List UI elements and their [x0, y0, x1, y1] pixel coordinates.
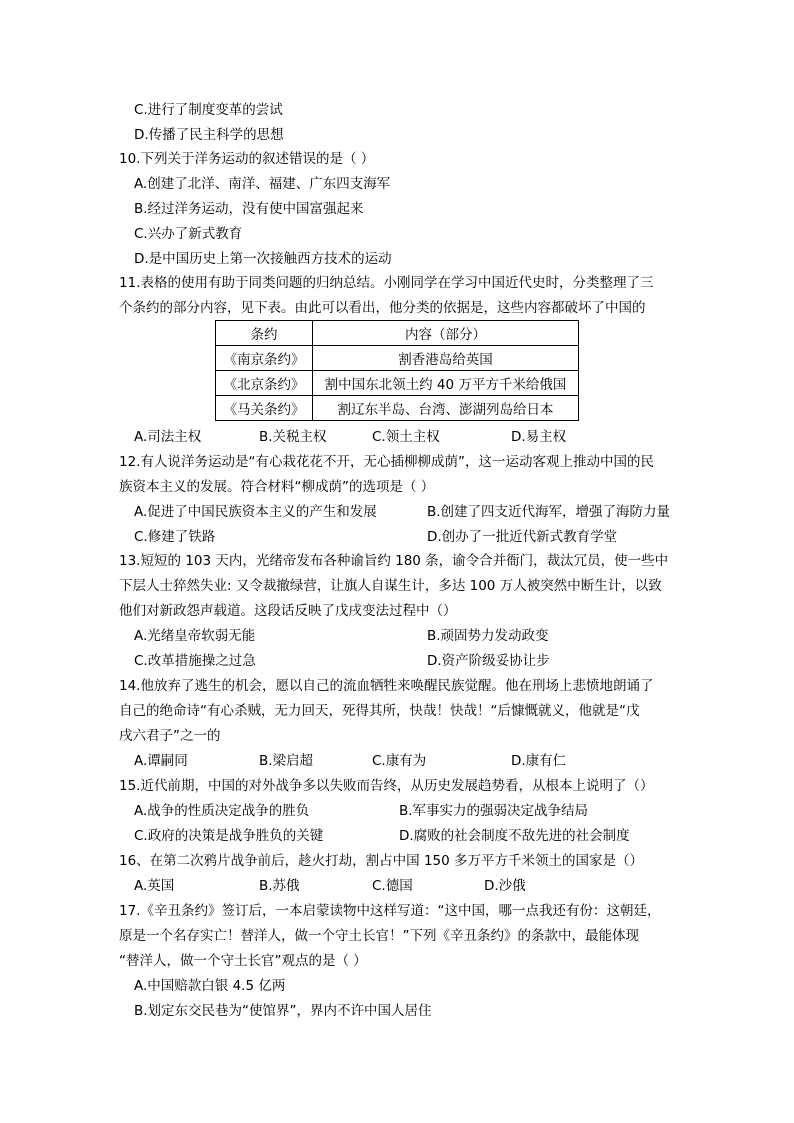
q14-stem-line-3: 戌六君子”之一的 — [119, 728, 221, 744]
table-row — [216, 396, 579, 421]
table-row — [216, 346, 579, 371]
q13-stem-line-2: 下层人士猝然失业: 又令裁撤绿营，让旗人自谋生计，多达 100 万人被突然中断生计，以致 — [119, 578, 662, 594]
table-cell-treaty: 《南京条约》 — [216, 346, 313, 371]
table-cell-content: 割中国东北领土约 40 万平方千米给俄国 — [313, 371, 579, 396]
q11-stem-line-2: 个条约的部分内容，见下表。由此可以看出，他分类的依据是，这些内容都破坏了中国的 — [119, 300, 646, 316]
q16-option-b: B.苏俄 — [259, 878, 300, 894]
q14-stem-line-1: 14.他放弃了逃生的机会，愿以自己的流血牺牲来唤醒民族觉醒。他在刑场上悲愤地朗诵了 — [119, 678, 654, 694]
q10-stem: 10.下列关于洋务运动的叙述错误的是（ ） — [119, 151, 375, 167]
q11-option-a: A.司法主权 — [134, 429, 202, 445]
q12-stem-line-1: 12.有人说洋务运动是“有心栽花花不开，无心插柳柳成荫”，这一运动客观上推动中国的民 — [119, 454, 654, 470]
q12-option-a: A.促进了中国民族资本主义的产生和发展 — [134, 504, 377, 520]
q11-option-b: B.关税主权 — [259, 429, 327, 445]
q12-option-c: C.修建了铁路 — [134, 529, 216, 545]
q13-option-c: C.改革措施操之过急 — [134, 653, 256, 669]
q17-stem-line-2: 原是一个名存实亡！替洋人，做一个守土长官！”下列《辛丑条约》的条款中，最能体现 — [119, 928, 639, 944]
q14-option-d: D.康有仁 — [511, 753, 567, 769]
q12-option-b: B.创建了四支近代海军，增强了海防力量 — [427, 504, 671, 520]
q15-option-a: A.战争的性质决定战争的胜负 — [134, 803, 310, 819]
table-header-row — [216, 321, 579, 346]
q13-stem-line-1: 13.短短的 103 天内，光绪帝发布各种谕旨约 180 条，谕令合并衙门，裁汰冗员，使一些中 — [119, 553, 669, 569]
table-cell-content: 割香港岛给英国 — [313, 346, 579, 371]
q16-option-a: A.英国 — [134, 878, 175, 894]
q12-option-d: D.创办了一批近代新式教育学堂 — [427, 529, 618, 545]
q14-option-a: A.谭嗣同 — [134, 753, 188, 769]
q10-option-a: A.创建了北洋、南洋、福建、广东四支海军 — [134, 176, 391, 192]
q9-option-c: C.进行了制度变革的尝试 — [134, 102, 283, 118]
q15-stem: 15.近代前期，中国的对外战争多以失败而告终，从历史发展趋势看，从根本上说明了（） — [119, 778, 654, 794]
treaty-table — [215, 320, 579, 421]
q14-option-c: C.康有为 — [372, 753, 427, 769]
q16-stem: 16、在第二次鸦片战争前后，趁火打劫，割占中国 150 多万平方千米领土的国家是（） — [119, 853, 644, 869]
q16-option-c: C.德国 — [372, 878, 413, 894]
q10-option-b: B.经过洋务运动，没有使中国富强起来 — [134, 201, 364, 217]
q17-option-b: B.划定东交民巷为“使馆界”，界内不许中国人居住 — [134, 1003, 432, 1019]
q17-option-a: A.中国赔款白银 4.5 亿两 — [134, 978, 286, 994]
q13-option-d: D.资产阶级妥协让步 — [427, 653, 550, 669]
q17-stem-line-3: “替洋人，做一个守土长官”观点的是（ ） — [119, 953, 367, 969]
q15-option-c: C.政府的决策是战争胜负的关键 — [134, 828, 324, 844]
table-cell-treaty: 《马关条约》 — [216, 396, 313, 421]
table-row — [216, 371, 579, 396]
q14-option-b: B.梁启超 — [259, 753, 314, 769]
q10-option-d: D.是中国历史上第一次接触西方技术的运动 — [134, 251, 392, 267]
q16-option-d: D.沙俄 — [484, 878, 526, 894]
q17-stem-line-1: 17.《辛丑条约》签订后，一本启蒙读物中这样写道：“这中国，哪一点我还有份：这朝廷， — [119, 903, 661, 919]
q11-stem-line-1: 11.表格的使用有助于同类问题的归纳总结。小刚同学在学习中国近代史时，分类整理了三 — [119, 275, 654, 291]
q15-option-b: B.军事实力的强弱决定战争结局 — [399, 803, 589, 819]
q9-option-d: D.传播了民主科学的思想 — [134, 127, 284, 143]
q10-option-c: C.兴办了新式教育 — [134, 226, 243, 242]
q15-option-d: D.腐败的社会制度不敌先进的社会制度 — [399, 828, 630, 844]
table-cell-content: 割辽东半岛、台湾、澎湖列岛给日本 — [313, 396, 579, 421]
q13-stem-line-3: 他们对新政怨声载道。这段话反映了戊戌变法过程中（） — [119, 603, 457, 619]
q11-option-d: D.易主权 — [511, 429, 567, 445]
q14-stem-line-2: 自己的绝命诗“有心杀贼，无力回天，死得其所，快哉！快哉！“后慷慨就义，他就是“戊 — [119, 703, 640, 719]
table-header-treaty: 条约 — [216, 321, 313, 346]
table-header-content: 内容（部分） — [313, 321, 579, 346]
q12-stem-line-2: 族资本主义的发展。符合材料“柳成荫”的选项是（ ） — [119, 479, 435, 495]
q13-option-b: B.顽固势力发动政变 — [427, 628, 549, 644]
q11-option-c: C.领土主权 — [372, 429, 440, 445]
q13-option-a: A.光绪皇帝软弱无能 — [134, 628, 256, 644]
table-cell-treaty: 《北京条约》 — [216, 371, 313, 396]
